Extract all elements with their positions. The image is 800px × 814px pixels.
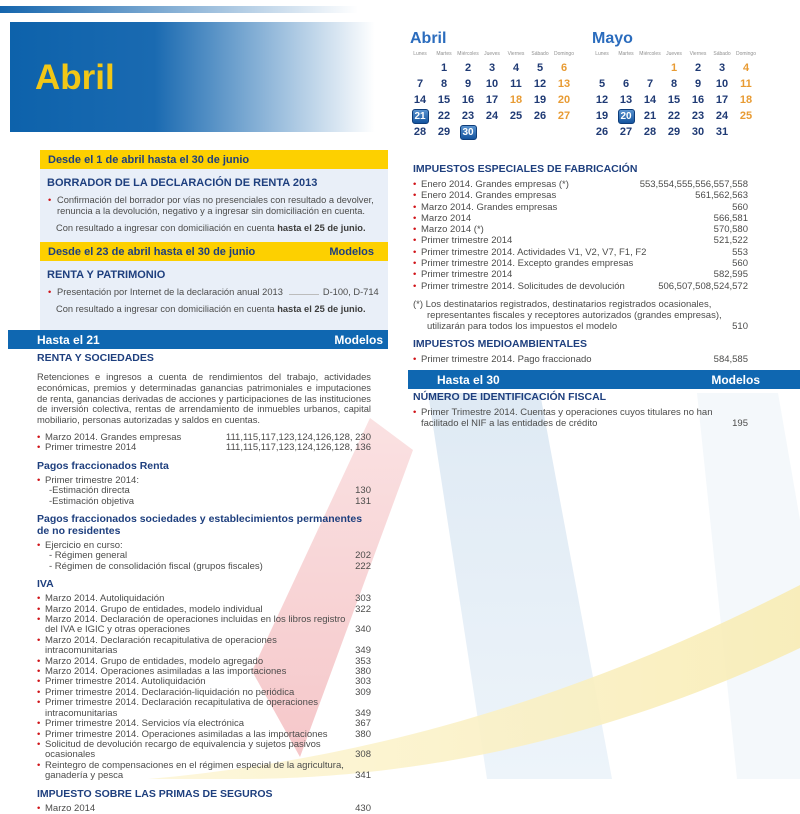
bullet-icon: •	[37, 676, 41, 688]
calendar-day: 24	[485, 110, 499, 122]
model-numbers: 353	[355, 655, 371, 667]
deadline-label: Hasta el 21	[37, 332, 100, 347]
deadline-item-row	[413, 281, 748, 292]
deadline-bar-hasta-30	[408, 370, 800, 389]
period-bar-label: Desde el 1 de abril hasta el 30 de junio	[48, 153, 250, 166]
deadline-item-row	[413, 179, 748, 190]
model-numbers: 349	[355, 707, 371, 719]
bullet-icon: •	[37, 718, 41, 730]
model-numbers: 308	[355, 749, 371, 761]
bullet-icon: •	[37, 686, 41, 698]
calendar-day: 31	[715, 126, 729, 138]
period-panel	[40, 150, 388, 331]
subsection-heading: Pagos fraccionados sociedades y establecimientos permanentes de no residentes	[37, 513, 363, 538]
calendar-grid	[590, 51, 762, 140]
period-bar-april23	[40, 242, 388, 261]
bullet-icon: •	[413, 269, 417, 281]
models-column-label: Modelos	[711, 372, 760, 387]
calendar-day	[408, 60, 432, 76]
list-item-label: Solicitud de devolución recargo de equivalencia y sujetos pasivos ocasionales	[45, 738, 321, 761]
calendar-day-header: Viernes	[507, 51, 525, 57]
bullet-icon: •	[37, 728, 41, 740]
calendar-day	[528, 124, 552, 140]
watermark-faint-band	[697, 393, 800, 779]
model-numbers: 561,562,563	[695, 190, 748, 202]
bullet-icon: •	[413, 224, 417, 236]
note-deadline: hasta el 25 de junio.	[277, 304, 366, 314]
list-item-label: Reintegro de compensaciones en el régimen especial de la agricultura, ganadería y pesca	[45, 759, 344, 782]
calendar-day: 19	[533, 94, 547, 106]
list-item-label: Primer trimestre 2014:	[45, 474, 139, 486]
calendar-day: 8	[670, 78, 678, 90]
calendar-day: 30	[691, 126, 705, 138]
calendar-day: 29	[667, 126, 681, 138]
model-numbers: 553,554,555,556,557,558	[639, 179, 748, 190]
deadline-item-row	[413, 354, 748, 365]
list-item-label: Primer trimestre 2014	[421, 235, 513, 247]
list-item-label: Primer trimestre 2014. Autoliquidación	[45, 676, 206, 688]
bullet-icon: •	[37, 697, 41, 709]
model-numbers: 341	[355, 770, 371, 782]
note-text	[56, 304, 378, 315]
calendar-day: 1	[440, 62, 448, 74]
model-numbers: 510	[732, 320, 748, 332]
bullet-icon: •	[37, 603, 41, 615]
subsection-heading: IVA	[37, 578, 54, 591]
calendar-day: 14	[643, 94, 657, 106]
list-item-label: Enero 2014. Grandes empresas	[421, 190, 557, 202]
calendar-day: 4	[742, 62, 750, 74]
bullet-icon: •	[413, 258, 417, 270]
subsection-heading: IMPUESTO SOBRE LAS PRIMAS DE SEGUROS	[37, 787, 273, 800]
calendar-day: 21	[643, 110, 657, 122]
list-item-label: - Régimen general	[49, 550, 128, 562]
calendar-day: 15	[437, 94, 451, 106]
calendar-day: 18	[509, 94, 523, 106]
deadline-item-row	[413, 202, 748, 213]
deadline-item-row	[413, 269, 748, 280]
bullet-icon: •	[413, 190, 417, 202]
model-numbers: 560	[732, 258, 748, 270]
calendar-day-number: 20	[618, 109, 635, 124]
deadline-label: Hasta el 30	[437, 372, 500, 387]
calendar-day: 19	[595, 110, 609, 122]
bullet-icon: •	[37, 666, 41, 678]
calendar-day: 29	[437, 126, 451, 138]
bullet-icon: •	[413, 354, 417, 366]
list-item	[47, 195, 378, 217]
bullet-icon: •	[37, 540, 41, 552]
calendar-day-header: Domingo	[553, 51, 574, 57]
model-numbers: 111,115,117,123,124,126,128, 230	[225, 431, 371, 443]
list-item-label: Confirmación del borrador por vías no presenciales con resultado a devolver, renuncia a la devolución, negativo y a ingresar sin domiciliación en cuenta.	[57, 195, 374, 216]
model-numbers: 303	[355, 676, 371, 688]
calendar-day-header: Miércoles	[639, 51, 661, 57]
right-column-bottom	[413, 391, 748, 430]
period-bar-label: Desde el 23 de abril hasta el 30 de junio	[48, 245, 256, 258]
model-numbers: 380	[355, 666, 371, 678]
models-column-label: Modelos	[334, 332, 383, 347]
calendar-day: 1	[670, 62, 678, 74]
calendar-day	[614, 60, 638, 76]
left-column	[37, 352, 371, 814]
calendar-day: 4	[512, 62, 520, 74]
calendar-day: 17	[715, 94, 729, 106]
calendar-day-highlighted	[408, 108, 432, 124]
model-numbers: 130	[355, 485, 371, 497]
bullet-icon: •	[413, 235, 417, 247]
calendar-day: 25	[509, 110, 523, 122]
subsection-heading: Pagos fraccionados Renta	[37, 459, 169, 472]
bullet-icon: •	[37, 431, 41, 443]
list-item-label: Enero 2014. Grandes empresas (*)	[421, 179, 569, 190]
calendar-may	[590, 30, 762, 140]
model-numbers: 131	[355, 495, 371, 507]
list-item-label: Primer trimestre 2014. Servicios vía electrónica	[45, 718, 245, 730]
calendar-day-header: Lunes	[413, 51, 427, 57]
model-numbers: 380	[355, 728, 371, 740]
list-item-label: - Régimen de consolidación fiscal (grupos fiscales)	[49, 560, 263, 572]
calendar-day-highlighted	[614, 108, 638, 124]
model-numbers: 560	[732, 201, 748, 213]
calendar-day: 11	[740, 78, 752, 90]
renta-patrimonio-section	[40, 261, 388, 323]
model-numbers: 322	[355, 603, 371, 615]
calendar-day-header: Miércoles	[457, 51, 479, 57]
model-numbers: 553	[732, 246, 748, 258]
top-accent-bar	[0, 6, 358, 13]
calendar-april	[408, 30, 580, 140]
model-numbers: 430	[355, 802, 371, 814]
bullet-icon: •	[413, 246, 417, 258]
calendar-day-highlighted	[456, 124, 480, 140]
calendar-day: 23	[691, 110, 705, 122]
subsection-heading: IMPUESTOS MEDIOAMBIENTALES	[413, 338, 588, 351]
list-item-label: Primer trimestre 2014	[421, 269, 513, 281]
bullet-icon: •	[37, 634, 41, 646]
list-item-label: Marzo 2014. Grupo de entidades, modelo individual	[45, 603, 263, 615]
list-item-label: Marzo 2014. Declaración de operaciones incluidas en los libros registro del IVA e IGIC y otras operaciones	[45, 614, 346, 636]
deadline-item-list	[413, 163, 748, 366]
calendar-day-header: Jueves	[484, 51, 500, 57]
list-item-label: -Estimación objetiva	[49, 495, 135, 507]
list-item-label: Primer trimestre 2014. Declaración-liquidación no periódica	[45, 686, 295, 698]
calendar-day: 6	[560, 62, 568, 74]
model-numbers: 111,115,117,123,124,126,128, 136	[225, 442, 371, 454]
calendar-day: 22	[667, 110, 681, 122]
deadline-item-row	[37, 719, 371, 729]
list-item-label: Primer trimestre 2014. Operaciones asimiladas a las importaciones	[45, 728, 328, 740]
calendar-day-header: Jueves	[666, 51, 682, 57]
list-item-label: Marzo 2014. Declaración recapitulativa de operaciones intracomunitarias	[45, 634, 277, 657]
bullet-icon: •	[413, 179, 417, 190]
calendar-day: 20	[557, 94, 571, 106]
list-item-label: Ejercicio en curso:	[45, 540, 123, 552]
calendar-day: 24	[715, 110, 729, 122]
calendar-day-number: 30	[460, 125, 477, 140]
list-item-label: Marzo 2014	[45, 802, 96, 814]
footnote-text: (*) Los destinatarios registrados, destinatarios registrados ocasionales, representantes fiscales y receptores autorizados (grandes empresas), utilizarán para todos los impuestos el modelo	[413, 298, 722, 332]
calendar-day	[590, 60, 614, 76]
bullet-icon: •	[48, 195, 52, 205]
list-item-label: Primer trimestre 2014. Excepto grandes empresas	[421, 258, 634, 270]
calendar-day: 16	[461, 94, 475, 106]
calendar-day: 23	[461, 110, 475, 122]
deadline-item-row	[413, 190, 748, 201]
model-numbers: 566,581	[713, 212, 748, 224]
list-item-label: Marzo 2014. Grupo de entidades, modelo agregado	[45, 655, 264, 667]
model-numbers: 582,595	[713, 269, 748, 281]
models-column-label: Modelos	[329, 245, 374, 258]
calendar-day-header: Viernes	[689, 51, 707, 57]
calendar-day-header: Domingo	[735, 51, 756, 57]
borrador-section	[40, 169, 388, 242]
calendar-day: 22	[437, 110, 451, 122]
calendar-day: 7	[416, 78, 424, 90]
deadline-item-list	[413, 391, 748, 430]
calendar-day: 16	[691, 94, 705, 106]
model-numbers: 303	[355, 593, 371, 605]
calendar-title: Abril	[410, 30, 447, 47]
bullet-icon: •	[413, 201, 417, 213]
list-item-label: Primer trimestre 2014. Pago fraccionado	[421, 354, 592, 366]
list-item-label: Primer trimestre 2014. Solicitudes de devolución	[421, 280, 625, 292]
bullet-icon: •	[37, 593, 41, 605]
calendar-day: 3	[718, 62, 726, 74]
section-title: RENTA Y SOCIEDADES	[37, 352, 154, 364]
section-intro: Retenciones e ingresos a cuenta de rendimientos del trabajo, actividades económicas, premios y determinadas ganancias patrimoniales e imputaciones de renta, ganancias derivadas de acciones y participaciones de las instituciones de inversión colectiva, rentas de arrendamiento de inmuebles urbanos, capital mobiliario, personas autorizadas y saldos en cuentas.	[37, 371, 371, 426]
calendar-day: 12	[595, 94, 609, 106]
calendar-day-number: 21	[412, 109, 429, 124]
bullet-icon: •	[37, 474, 41, 486]
month-title: Abril	[35, 58, 115, 97]
section-title: BORRADOR DE LA DECLARACIÓN DE RENTA 2013	[47, 177, 318, 189]
list-item-label: Marzo 2014. Grandes empresas	[45, 431, 182, 443]
list-item-label: Primer trimestre 2014. Actividades V1, V2, V7, F1, F2	[421, 246, 647, 258]
bullet-icon: •	[37, 802, 41, 814]
list-item-label: Marzo 2014	[421, 212, 472, 224]
bullet-icon: •	[37, 655, 41, 667]
list-item-label: Marzo 2014 (*)	[421, 224, 484, 236]
deadline-item-row	[413, 407, 748, 430]
calendar-day: 8	[440, 78, 448, 90]
calendar-day-header: Martes	[618, 51, 634, 57]
deadline-item-row	[413, 235, 748, 246]
calendar-grid	[408, 51, 580, 140]
model-numbers: 349	[355, 645, 371, 657]
model-numbers: 521,522	[713, 235, 748, 247]
deadline-item-row	[37, 497, 371, 507]
calendar-day: 13	[557, 78, 571, 90]
deadline-item-row	[37, 615, 371, 636]
calendar-day	[734, 124, 758, 140]
bullet-icon: •	[37, 614, 41, 626]
deadline-item-row	[413, 258, 748, 269]
bullet-icon: •	[48, 287, 52, 297]
right-column-top	[413, 163, 748, 366]
calendar-day-header: Sábado	[713, 51, 731, 57]
period-bar-april1	[40, 150, 388, 169]
calendar-day: 25	[739, 110, 753, 122]
list-item-label: Marzo 2014. Grandes empresas	[421, 201, 558, 213]
calendar-day-header: Lunes	[595, 51, 609, 57]
bullet-icon: •	[37, 442, 41, 454]
deadline-bar-hasta-21	[8, 330, 388, 349]
model-numbers: 202	[355, 550, 371, 562]
bullet-icon: •	[37, 738, 41, 750]
deadline-item-row	[37, 804, 371, 814]
list-item	[47, 287, 378, 298]
calendar-day: 26	[533, 110, 547, 122]
calendar-day: 12	[533, 78, 547, 90]
bullet-icon: •	[413, 407, 417, 418]
note-deadline: hasta el 25 de junio.	[277, 223, 366, 233]
bullet-icon: •	[413, 212, 417, 224]
subsection-heading: NÚMERO DE IDENTIFICACIÓN FISCAL	[413, 391, 607, 403]
deadline-item-list	[37, 433, 371, 814]
calendar-day	[638, 60, 662, 76]
calendar-day: 10	[485, 78, 499, 90]
deadline-item-row	[413, 224, 748, 235]
month-banner	[10, 22, 390, 132]
footnote-row	[413, 300, 748, 332]
leader-line	[289, 294, 319, 295]
bullet-icon: •	[413, 280, 417, 292]
note-plain: Con resultado a ingresar con domiciliación en cuenta	[56, 223, 278, 233]
model-numbers: 584,585	[713, 354, 748, 366]
calendar-day	[480, 124, 504, 140]
note-text	[56, 223, 378, 234]
calendar-day	[552, 124, 576, 140]
model-numbers: 309	[355, 686, 371, 698]
calendar-day: 9	[464, 78, 472, 90]
calendar-day: 17	[485, 94, 499, 106]
calendar-day-header: Martes	[436, 51, 452, 57]
model-numbers: D-100, D-714	[322, 287, 379, 297]
deadline-item-row	[413, 247, 748, 258]
calendar-day: 6	[622, 78, 630, 90]
list-item-label: Primer Trimestre 2014. Cuentas y operaciones cuyos titulares no han facilitado el NIF a las entidades de crédito	[421, 407, 713, 430]
deadline-item-row	[37, 698, 371, 719]
calendar-day: 5	[536, 62, 544, 74]
deadline-item-row	[37, 636, 371, 657]
calendar-day: 11	[510, 78, 522, 90]
model-numbers: 506,507,508,524,572	[658, 280, 748, 292]
calendar-day: 2	[694, 62, 702, 74]
list-item-label: Primer trimestre 2014	[45, 442, 137, 454]
model-numbers: 570,580	[713, 224, 748, 236]
deadline-item-row	[37, 443, 371, 453]
deadline-item-row	[37, 740, 371, 761]
list-item-label: Primer trimestre 2014. Declaración recapitulativa de operaciones intracomunitarias	[45, 697, 318, 719]
model-numbers: 195	[732, 418, 748, 430]
model-numbers: 340	[355, 624, 371, 636]
deadline-item-row	[413, 213, 748, 224]
calendar-day: 13	[619, 94, 633, 106]
model-numbers: 222	[355, 560, 371, 572]
subsection-heading: IMPUESTOS ESPECIALES DE FABRICACIÓN	[413, 163, 638, 175]
calendar-day: 5	[598, 78, 606, 90]
calendar-day: 26	[595, 126, 609, 138]
bullet-icon: •	[37, 759, 41, 771]
calendar-day	[504, 124, 528, 140]
calendar-day: 27	[557, 110, 571, 122]
list-item-label: Marzo 2014. Autoliquidación	[45, 593, 165, 605]
calendar-day: 9	[694, 78, 702, 90]
list-item-label: -Estimación directa	[49, 485, 130, 497]
deadline-item-row	[37, 562, 371, 572]
calendar-day-header: Sábado	[531, 51, 549, 57]
calendar-day: 7	[646, 78, 654, 90]
list-item-label: Marzo 2014. Operaciones asimiladas a las importaciones	[45, 666, 287, 678]
calendar-day: 28	[413, 126, 427, 138]
calendar-title: Mayo	[592, 30, 633, 47]
model-numbers: 367	[355, 718, 371, 730]
calendar-day: 10	[715, 78, 729, 90]
section-title: RENTA Y PATRIMONIO	[47, 269, 166, 281]
note-plain: Con resultado a ingresar con domiciliación en cuenta	[56, 304, 278, 314]
calendar-day: 18	[739, 94, 753, 106]
calendar-day: 14	[413, 94, 427, 106]
deadline-item-row	[37, 761, 371, 782]
calendar-day: 2	[464, 62, 472, 74]
list-item-label: Presentación por Internet de la declaración anual 2013	[57, 287, 283, 297]
calendar-day: 28	[643, 126, 657, 138]
calendar-day: 27	[619, 126, 633, 138]
calendar-day: 3	[488, 62, 496, 74]
calendar-day: 15	[667, 94, 681, 106]
